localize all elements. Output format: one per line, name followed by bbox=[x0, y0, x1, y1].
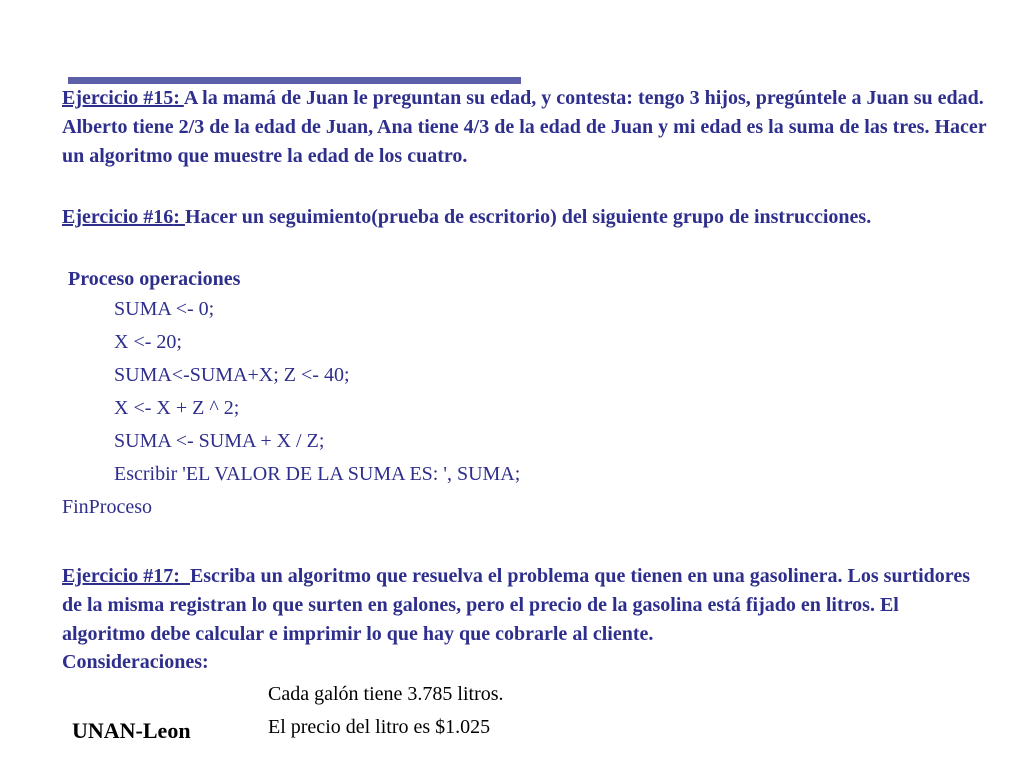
exercise-15-heading: Ejercicio #15 bbox=[62, 87, 174, 109]
code-line: X <- X + Z ^ 2; bbox=[114, 397, 240, 419]
exercise-17: Ejercicio #17: Escriba un algoritmo que resuelva el problema que tienen en una gasolinera. Los surtidores de la misma registran lo que surten en galones, pero el precio de la gasolina está fijado en litros. El algoritmo debe calcular e imprimir lo que hay que cobrarle al cliente. bbox=[62, 565, 970, 645]
exercise-16: Ejercicio #16: Hacer un seguimiento(prueba de escritorio) del siguiente grupo de instrucciones. bbox=[62, 206, 872, 228]
exercise-17-text: Escriba un algoritmo que resuelva el problema que tienen en una gasolinera. Los surtidores de la misma registran lo que surten en galones, pero el precio de la gasolina está fijado en litros. El algoritmo debe calcular e imprimir lo que hay que cobrarle al cliente. bbox=[62, 565, 970, 645]
exercise-16-heading: Ejercicio #16 bbox=[62, 206, 174, 228]
consideration-item: El precio del litro es $1.025 bbox=[268, 716, 491, 738]
code-line: SUMA <- 0; bbox=[114, 298, 215, 320]
exercise-15-text: A la mamá de Juan le preguntan su edad, y contesta: tengo 3 hijos, pregúntele a Juan su edad. Alberto tiene 2/3 de la edad de Juan, Ana tiene 4/3 de la edad de Juan y mi edad es la suma de las tres. Hacer un algoritmo que muestre la edad de los cuatro. bbox=[62, 87, 987, 167]
consideration-item: Cada galón tiene 3.785 litros. bbox=[268, 683, 504, 705]
code-line: SUMA <- SUMA + X / Z; bbox=[114, 430, 325, 452]
code-line: SUMA<-SUMA+X; Z <- 40; bbox=[114, 364, 350, 386]
institution-footer: UNAN-Leon bbox=[72, 718, 191, 743]
process-title: Proceso operaciones bbox=[68, 268, 241, 290]
process-end: FinProceso bbox=[62, 496, 152, 518]
exercise-17-heading: Ejercicio #17 bbox=[62, 565, 174, 587]
considerations-title: Consideraciones: bbox=[62, 651, 209, 673]
code-line: X <- 20; bbox=[114, 331, 182, 353]
code-line: Escribir 'EL VALOR DE LA SUMA ES: ', SUMA; bbox=[114, 463, 521, 485]
exercise-15: Ejercicio #15: A la mamá de Juan le preguntan su edad, y contesta: tengo 3 hijos, pregúntele a Juan su edad. Alberto tiene 2/3 de la edad de Juan, Ana tiene 4/3 de la edad de Juan y mi edad es la suma de las tres. Hacer un algoritmo que muestre la edad de los cuatro. bbox=[62, 87, 987, 167]
accent-bar bbox=[68, 77, 521, 84]
exercise-16-text: Hacer un seguimiento(prueba de escritorio) del siguiente grupo de instrucciones. bbox=[184, 206, 872, 228]
